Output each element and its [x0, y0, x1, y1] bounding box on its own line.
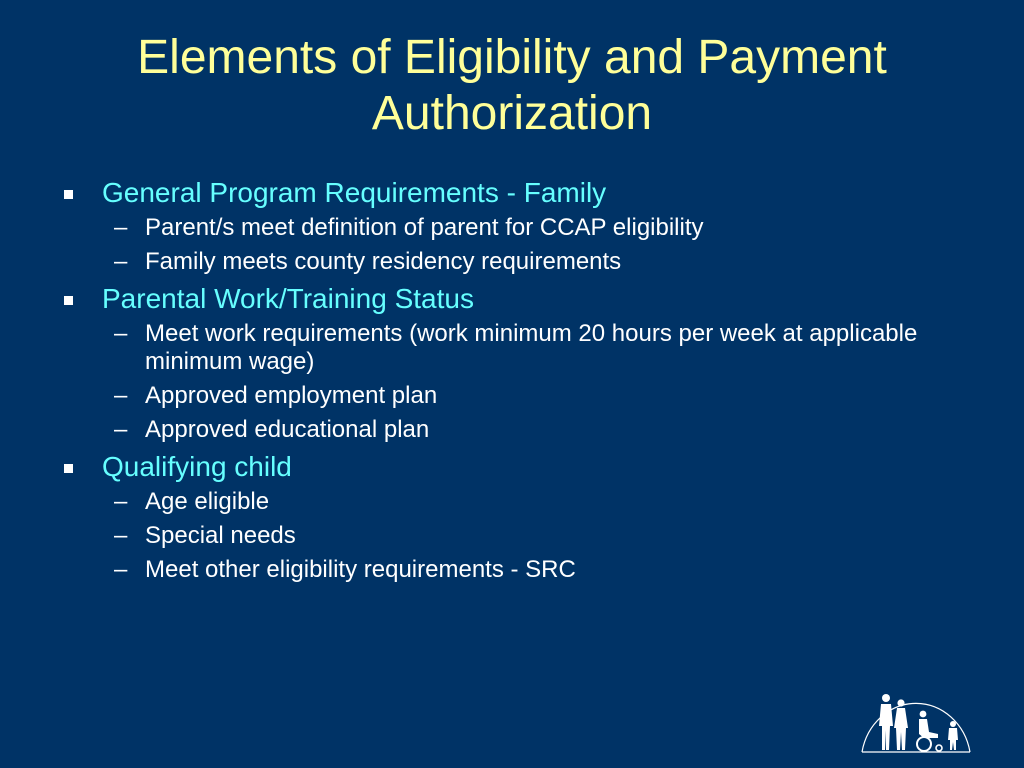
bullet-label: Parental Work/Training Status — [102, 283, 474, 314]
sub-bullet-item — [60, 556, 960, 584]
sub-bullet-item — [60, 248, 960, 276]
sub-bullet-item — [60, 488, 960, 516]
sub-bullet-item — [60, 382, 960, 410]
sub-bullet-list — [60, 320, 960, 444]
sub-bullet-item — [60, 320, 960, 376]
slide-title: Elements of Eligibility and Payment Authorization — [137, 31, 887, 140]
sub-bullet-list — [60, 214, 960, 276]
dash-icon: – — [114, 382, 128, 409]
square-bullet-icon — [64, 464, 73, 473]
sub-bullet-label: Approved employment plan — [145, 382, 438, 409]
square-bullet-icon — [64, 296, 73, 305]
sub-bullet-item — [60, 522, 960, 550]
sub-bullet-list — [60, 488, 960, 584]
bullet-label: Qualifying child — [102, 451, 292, 482]
bullet-item — [60, 450, 960, 484]
sub-bullet-label: Age eligible — [145, 488, 270, 515]
sub-bullet-label: Family meets county residency requirements — [145, 248, 622, 275]
bullet-item — [60, 282, 960, 316]
sub-bullet-label: Special needs — [145, 522, 296, 549]
dash-icon: – — [114, 214, 128, 241]
sub-bullet-label: Meet work requirements (work minimum 20 hours per week at applicable minimum wage) — [145, 320, 918, 375]
sub-bullet-item — [60, 214, 960, 242]
bullet-item — [60, 176, 960, 210]
square-bullet-icon — [64, 190, 73, 199]
sub-bullet-item — [60, 416, 960, 444]
bullet-label: General Program Requirements - Family — [102, 177, 607, 208]
dash-icon: – — [114, 522, 128, 549]
dash-icon: – — [114, 320, 128, 347]
family-figures-logo-icon — [858, 688, 974, 754]
dash-icon: – — [114, 556, 128, 583]
sub-bullet-label: Parent/s meet definition of parent for CCAP eligibility — [145, 214, 704, 241]
sub-bullet-label: Approved educational plan — [145, 416, 430, 443]
dash-icon: – — [114, 416, 128, 443]
dash-icon: – — [114, 488, 128, 515]
dash-icon: – — [114, 248, 128, 275]
bullet-list — [60, 176, 960, 590]
sub-bullet-label: Meet other eligibility requirements - SRC — [145, 556, 576, 583]
